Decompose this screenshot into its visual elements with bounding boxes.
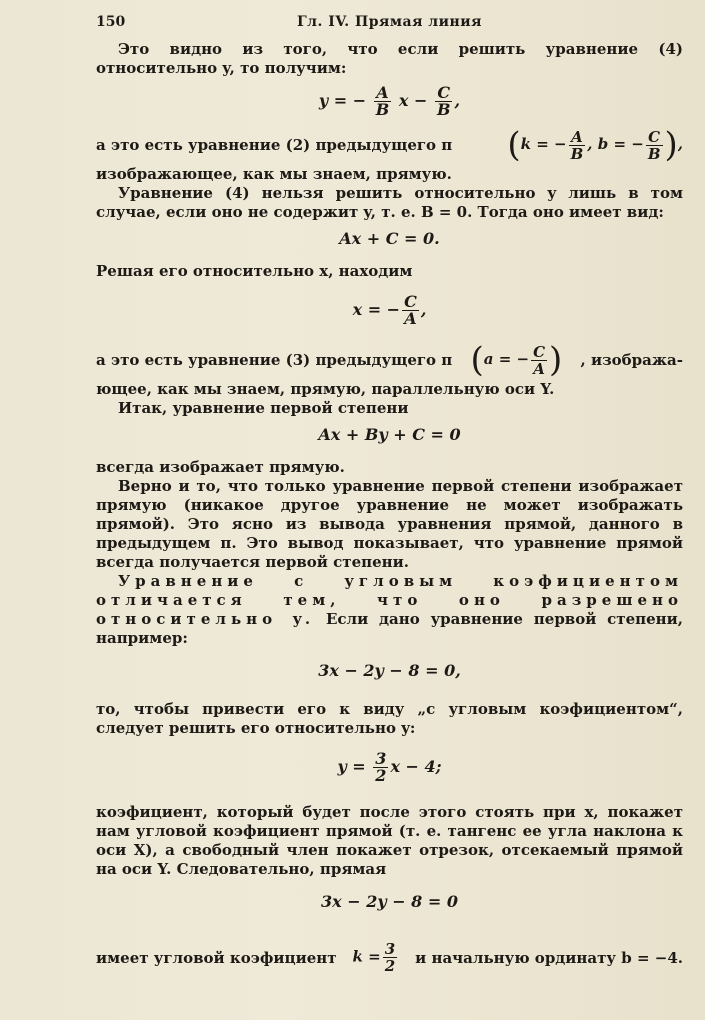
denominator: B [436,100,451,119]
denominator: B [647,144,661,163]
numerator: 3 [375,749,387,768]
formula-example-repeat: 3x − 2y − 8 = 0 [320,892,458,911]
denominator: B [570,144,584,163]
inline-formula-k [353,941,400,974]
text-fragment: , изобража- [580,351,683,369]
formula-part: x = − [352,300,401,319]
paragraph-1: Это видно из того, что если решить уравнение (4) относительно y, то получим: [96,40,683,77]
paragraph-11 [96,572,683,648]
formula-part: , [454,91,461,110]
paragraph-4: Уравнение (4) нельзя решить относительно y лишь в том случае, если оно не содержит y, т. е. B = 0. Тогда оно имеет вид: [96,184,683,221]
formula-part: x − 4; [390,757,442,776]
fraction-c-a [402,294,419,327]
paragraph-7: ющее, как мы знаем, прямую, параллельную оси Y. [96,380,555,398]
numerator: 3 [384,940,396,958]
paragraph-12: то, чтобы привести его к виду „с угловым коэфициентом“, следует решить его относительно y: [96,700,683,737]
paragraph-3: изображающее, как мы знаем, прямую. [96,165,452,183]
formula-ax-c: Ax + C = 0. [339,229,440,248]
formula-part: k = − [520,135,567,153]
fraction-3-2 [373,751,388,784]
text-fragment: Если дано уравнение первой степени, например: [96,610,683,647]
paragraph-2 [96,125,683,165]
left-paren: ( [470,340,484,380]
right-paren: ) [549,340,563,380]
text-fragment: а это есть уравнение (3) предыдущего п [96,351,453,369]
fraction-c-b [435,85,453,118]
numerator: C [435,85,453,102]
formula-part: y = − [318,91,367,110]
fraction [531,344,547,377]
fraction [569,129,586,162]
formula-y-solved [96,85,683,118]
text-fragment: а это есть уравнение (2) предыдущего п [96,136,453,154]
denominator: 2 [384,957,396,975]
numerator: A [374,85,392,102]
numerator: C [404,292,417,311]
formula-part: , [677,135,683,153]
inline-formula-a [471,340,563,380]
paragraph-6 [96,340,683,380]
right-paren: ) [664,125,678,165]
paragraph-9: всегда изображает прямую. [96,458,345,476]
page-header [96,14,683,40]
text-fragment: и начальную ординату b = −4. [415,948,683,967]
page-number: 150 [96,14,126,30]
paragraph-5: Решая его относительно x, находим [96,262,413,280]
fraction-a-b [374,85,392,118]
formula-general-line: Ax + By + C = 0 [318,425,461,444]
denominator: A [404,309,417,328]
formula-part: k = [352,947,381,966]
formula-part: a = − [483,350,530,368]
numerator: C [533,342,546,361]
denominator: 2 [375,766,387,785]
emphasized-text: Уравнение с угловым коэфициентом отличается тем, что оно разрешено относительно y. [96,572,683,628]
denominator: B [375,100,390,119]
formula-example-solved [96,751,683,784]
running-title: Гл. IV. Прямая линия [296,14,483,30]
formula-x-solved [96,294,683,327]
fraction [646,129,663,162]
inline-formula-k-b [507,125,683,165]
paragraph-13: коэфициент, который будет после этого стоять при x, покажет нам угловой коэфициент прямой (т. е. тангенс ее угла наклона к оси X), а свободный член покажет отрезок, отсекаемый прямой на оси Y. Следовательно, прямая [96,803,683,878]
formula-part: y = [337,757,366,776]
formula-part: , [420,300,427,319]
denominator: A [533,359,545,378]
numerator: A [569,129,586,146]
formula-part: x − [398,91,428,110]
paragraph-8: Итак, уравнение первой степени [118,399,409,417]
text-fragment: имеет угловой коэфициент [96,948,337,967]
left-paren: ( [507,125,521,165]
formula-example: 3x − 2y − 8 = 0, [318,661,461,680]
paragraph-14 [96,941,683,974]
numerator: C [646,129,663,146]
paragraph-10: Верно и то, что только уравнение первой степени изображает прямую (никакое другое уравнение не может изображать прямой). Это ясно из вывода уравнения прямой, данного в предыдущем п. Это вывод показывает, что уравнение прямой всегда получается первой степени. [96,477,683,571]
formula-part: , b = − [587,135,644,153]
fraction [383,941,397,974]
